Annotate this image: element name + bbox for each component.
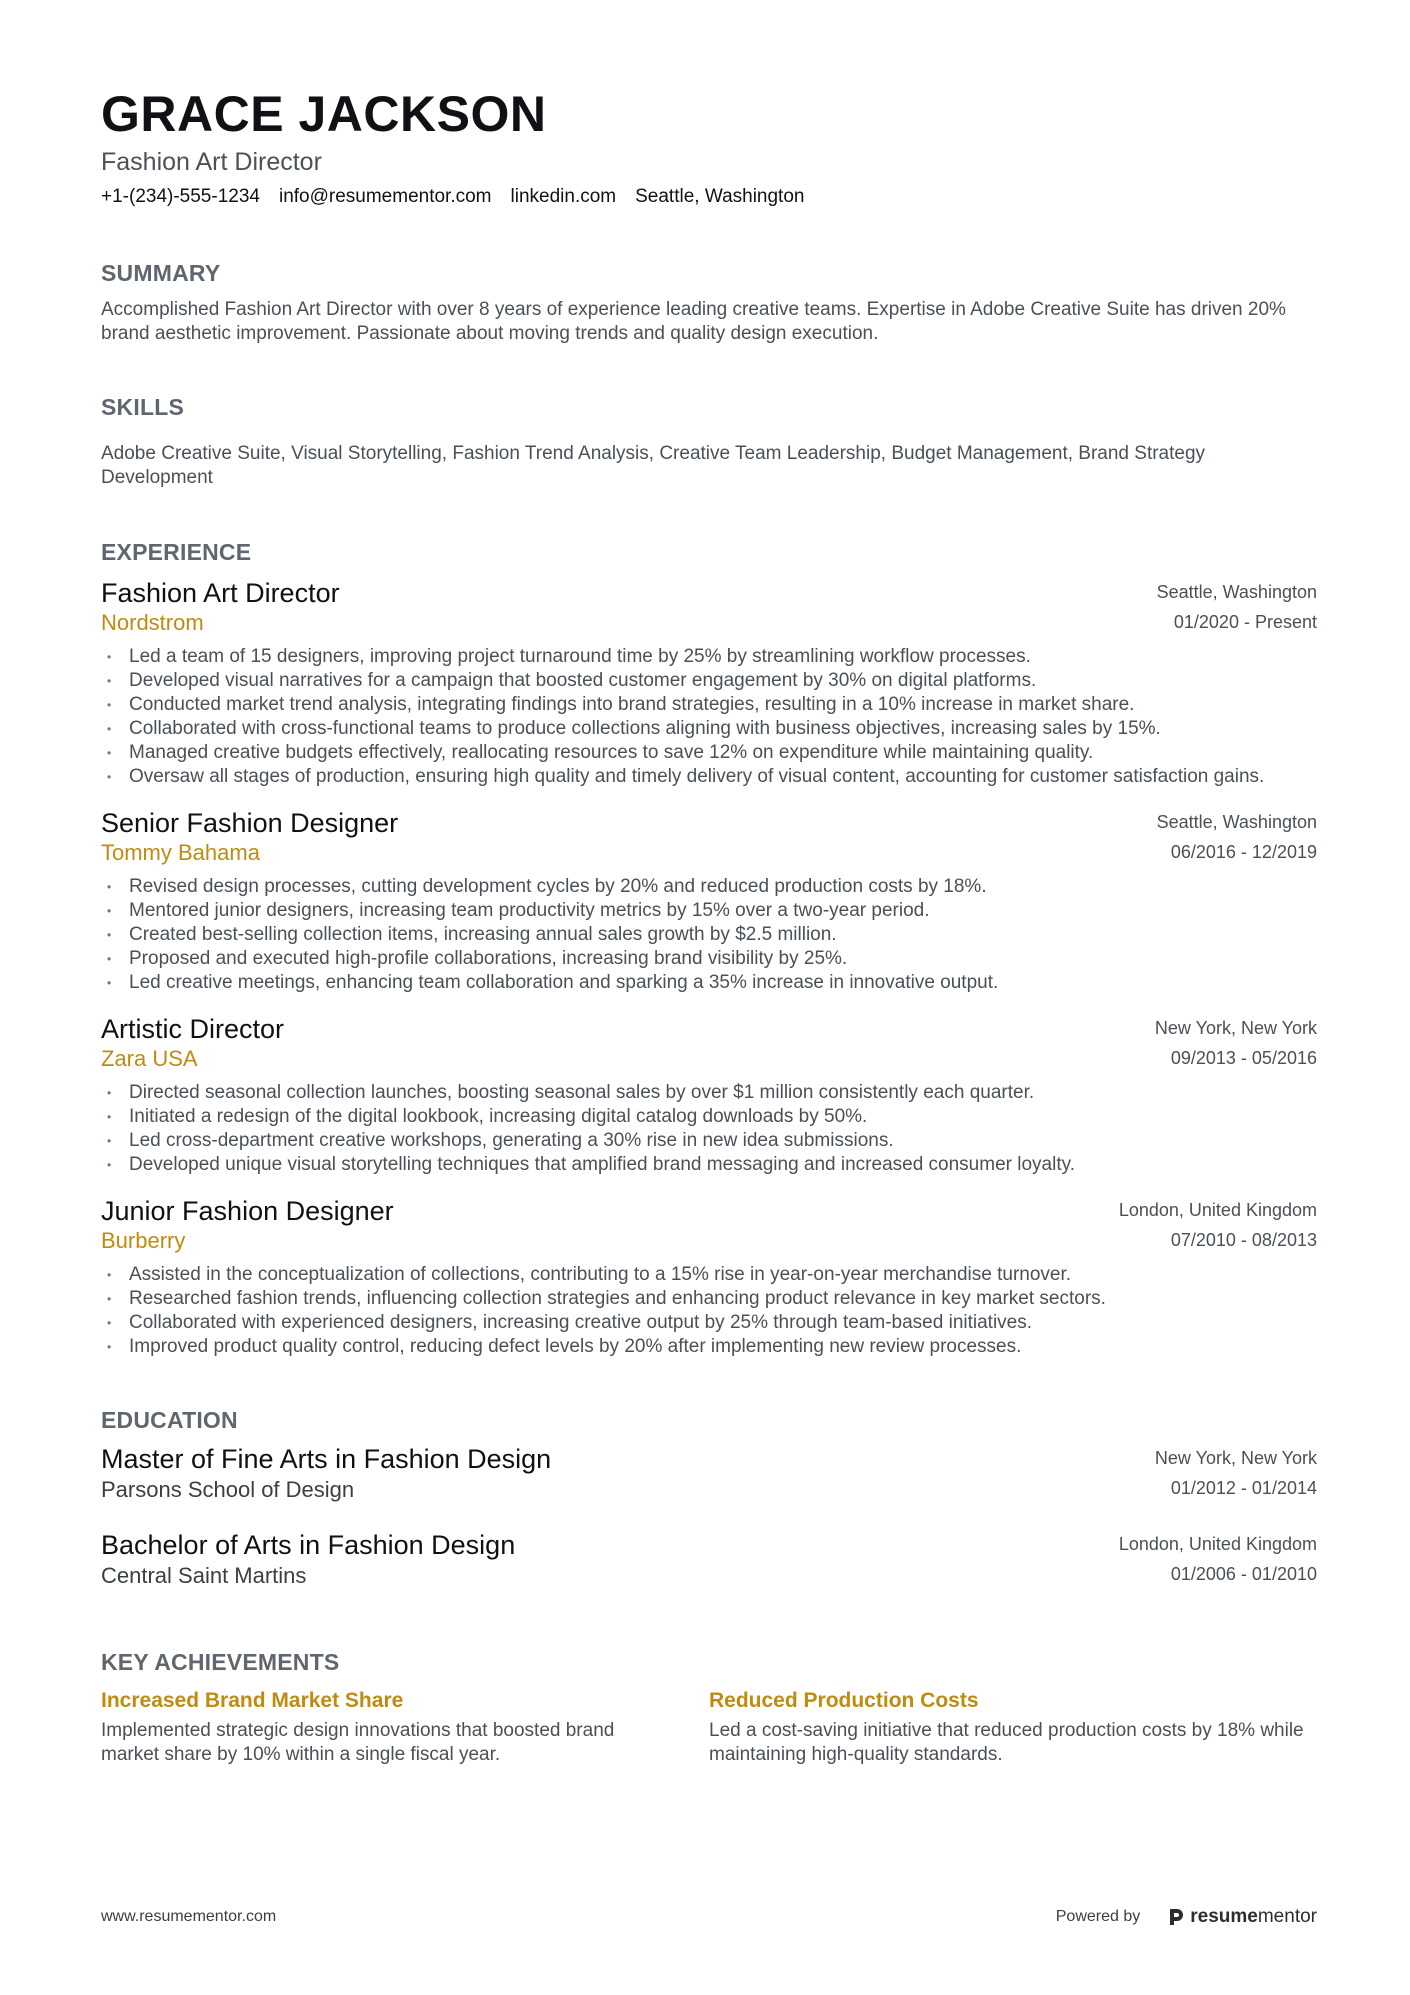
job-header: [101, 1013, 1317, 1075]
achievements-grid: [101, 1687, 1317, 1767]
footer: [101, 1906, 1317, 1936]
education-meta: [1119, 1529, 1317, 1589]
job-bullet: • Proposed and executed high-profile collaborations, increasing brand visibility by 25%.: [101, 947, 1317, 971]
job-title: Fashion Art Director: [101, 578, 340, 608]
candidate-role: Fashion Art Director: [101, 148, 322, 176]
job-bullet: • Developed visual narratives for a campaign that boosted customer engagement by 30% on digital platforms.: [101, 669, 1317, 693]
job-entry: [101, 1195, 1317, 1359]
job-location: Seattle, Washington: [1156, 812, 1317, 832]
job-company: Tommy Bahama: [101, 840, 260, 865]
job-meta: [1157, 577, 1317, 637]
job-meta: [1119, 1195, 1317, 1255]
job-bullet: • Initiated a redesign of the digital lookbook, increasing digital catalog downloads by 50%.: [101, 1105, 1317, 1129]
education-degree: Master of Fine Arts in Fashion Design: [101, 1444, 552, 1474]
experience-heading: EXPERIENCE: [101, 539, 252, 565]
job-company: Burberry: [101, 1228, 186, 1253]
job-bullet: • Researched fashion trends, influencing collection strategies and enhancing product relevance in key market sectors.: [101, 1287, 1317, 1311]
education-location: London, United Kingdom: [1118, 1534, 1317, 1554]
job-header: [101, 1195, 1317, 1257]
education-dates: 01/2006 - 01/2010: [1170, 1564, 1317, 1584]
job-bullet: • Led a team of 15 designers, improving project turnaround time by 25% by streamlining workflow processes.: [101, 645, 1317, 669]
achievement-item: [709, 1687, 1317, 1767]
brand-logo[interactable]: [1168, 1906, 1317, 1928]
linkedin-link[interactable]: linkedin.com: [510, 186, 617, 207]
job-location: Seattle, Washington: [1156, 582, 1317, 602]
education-list: [101, 1443, 1317, 1595]
job-header: [101, 577, 1317, 639]
education-dates: 01/2012 - 01/2014: [1170, 1478, 1317, 1498]
job-bullet: • Developed unique visual storytelling techniques that amplified brand messaging and increased consumer loyalty.: [101, 1153, 1317, 1177]
achievement-title: Reduced Production Costs: [709, 1689, 979, 1712]
job-bullet: • Managed creative budgets effectively, reallocating resources to save 12% on expenditure while maintaining quality.: [101, 741, 1317, 765]
job-entry: [101, 1013, 1317, 1177]
job-header: [101, 807, 1317, 869]
brand-name-bold: resume: [1190, 1906, 1258, 1927]
job-title: Junior Fashion Designer: [101, 1196, 394, 1226]
job-bullet: • Directed seasonal collection launches, boosting seasonal sales by over $1 million consistently each quarter.: [101, 1081, 1317, 1105]
candidate-name: GRACE JACKSON: [101, 86, 547, 142]
job-bullet: • Led cross-department creative workshops, generating a 30% rise in new idea submissions.: [101, 1129, 1317, 1153]
resume-page: [101, 84, 1317, 1767]
job-meta: [1157, 807, 1317, 867]
job-bullet: • Oversaw all stages of production, ensuring high quality and timely delivery of visual content, accounting for customer satisfaction gains.: [101, 765, 1317, 789]
location: Seattle, Washington: [635, 186, 805, 207]
skills-text: Adobe Creative Suite, Visual Storytelling, Fashion Trend Analysis, Creative Team Leadership, Budget Management, Brand Strategy Development: [101, 443, 1206, 488]
job-bullet: • Conducted market trend analysis, integrating findings into brand strategies, resulting in a 10% increase in market share.: [101, 693, 1317, 717]
job-bullet: • Mentored junior designers, increasing team productivity metrics by 15% over a two-year period.: [101, 899, 1317, 923]
job-bullet: • Led creative meetings, enhancing team collaboration and sparking a 35% increase in innovative output.: [101, 971, 1317, 995]
job-bullets: [101, 645, 1317, 789]
job-entry: [101, 577, 1317, 789]
achievement-description: Led a cost-saving initiative that reduced production costs by 18% while maintaining high-quality standards.: [709, 1720, 1304, 1765]
job-bullet: • Assisted in the conceptualization of collections, contributing to a 15% rise in year-on-year merchandise turnover.: [101, 1263, 1317, 1287]
job-location: New York, New York: [1154, 1018, 1317, 1038]
job-dates: 01/2020 - Present: [1173, 612, 1317, 632]
achievements-heading: KEY ACHIEVEMENTS: [101, 1649, 340, 1675]
education-school: Parsons School of Design: [101, 1477, 355, 1502]
achievement-title: Increased Brand Market Share: [101, 1689, 404, 1712]
job-bullet: • Collaborated with experienced designers, increasing creative output by 25% through team-based initiatives.: [101, 1311, 1317, 1335]
job-location: London, United Kingdom: [1118, 1200, 1317, 1220]
job-title: Senior Fashion Designer: [101, 808, 399, 838]
skills-heading: SKILLS: [101, 394, 184, 420]
job-company: Nordstrom: [101, 610, 204, 635]
education-entry: [101, 1443, 1317, 1509]
contact-row: [101, 184, 1317, 210]
job-bullet: • Created best-selling collection items, increasing annual sales growth by $2.5 million.: [101, 923, 1317, 947]
resumementor-logo-icon: [1168, 1907, 1184, 1927]
job-bullets: [101, 1081, 1317, 1177]
education-meta: [1155, 1443, 1317, 1503]
achievement-item: [101, 1687, 709, 1767]
job-dates: 06/2016 - 12/2019: [1170, 842, 1317, 862]
education-location: New York, New York: [1154, 1448, 1317, 1468]
job-bullet: • Improved product quality control, reducing defect levels by 20% after implementing new review processes.: [101, 1335, 1317, 1359]
job-dates: 09/2013 - 05/2016: [1170, 1048, 1317, 1068]
job-bullets: [101, 875, 1317, 995]
job-company: Zara USA: [101, 1046, 198, 1071]
experience-list: [101, 577, 1317, 1359]
achievement-description: Implemented strategic design innovations that boosted brand market share by 10% within a single fiscal year.: [101, 1720, 615, 1765]
job-bullet: • Revised design processes, cutting development cycles by 20% and reduced production costs by 18%.: [101, 875, 1317, 899]
brand-name-light: mentor: [1257, 1906, 1317, 1927]
summary-heading: SUMMARY: [101, 260, 221, 286]
job-title: Artistic Director: [101, 1014, 285, 1044]
education-school: Central Saint Martins: [101, 1563, 307, 1588]
job-bullet: • Collaborated with cross-functional teams to produce collections aligning with business objectives, increasing sales by 15%.: [101, 717, 1317, 741]
job-meta: [1155, 1013, 1317, 1073]
job-dates: 07/2010 - 08/2013: [1170, 1230, 1317, 1250]
email[interactable]: info@resumementor.com: [278, 186, 492, 207]
education-entry: [101, 1529, 1317, 1595]
education-heading: EDUCATION: [101, 1407, 238, 1433]
summary-text: Accomplished Fashion Art Director with over 8 years of experience leading creative teams. Expertise in Adobe Creative Suite has driven 20% brand aesthetic improvement. Passionate about moving trends and quality design execution.: [101, 299, 1286, 344]
job-bullets: [101, 1263, 1317, 1359]
powered-by-label: Powered by: [1055, 1908, 1141, 1925]
education-degree: Bachelor of Arts in Fashion Design: [101, 1530, 516, 1560]
footer-website-link[interactable]: www.resumementor.com: [101, 1908, 277, 1925]
footer-branding: [1056, 1906, 1317, 1928]
job-entry: [101, 807, 1317, 995]
phone[interactable]: +1-(234)-555-1234: [101, 186, 260, 207]
